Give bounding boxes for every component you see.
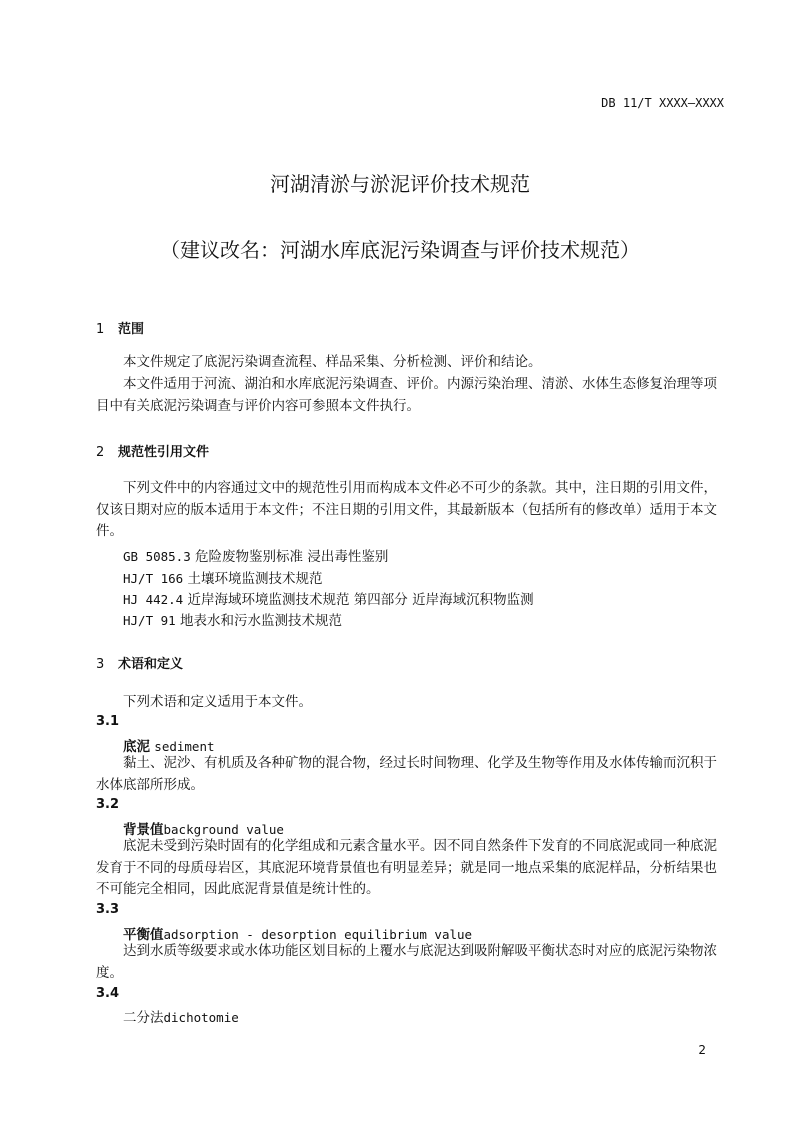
document-subtitle: （建议改名：河湖水库底泥污染调查与评价技术规范） (160, 238, 640, 262)
definition-text: 底泥未受到污染时固有的化学组成和元素含量水平。因不同自然条件下发育的不同底泥或同一种底泥发育于不同的母质母岩区，其底泥环境背景值也有明显差异；就是同一地点采集的底泥样品，分析结果也不可能完全相同，因此底泥背景值是统计性的。 (96, 838, 717, 897)
paragraph-text: 本文件规定了底泥污染调查流程、样品采集、分析检测、评价和结论。 (123, 354, 542, 370)
reference-title: 地表水和污水监测技术规范 (179, 613, 342, 629)
term-number: 3.2 (96, 797, 120, 812)
reference-code: HJ 442.4 (123, 592, 184, 607)
term-number: 3.3 (96, 902, 120, 917)
term-heading (123, 1006, 239, 1026)
term-english: dichotomie (163, 1010, 239, 1025)
term-definition (96, 753, 728, 796)
section-3-intro: 下列术语和定义适用于本文件。 (123, 694, 312, 710)
section-number: 1 (96, 322, 105, 337)
section-number: 2 (96, 445, 105, 460)
section-2-paragraph-1 (96, 478, 728, 543)
section-2-heading (96, 441, 209, 460)
term-number: 3.1 (96, 714, 120, 729)
reference-code: HJ/T 91 (123, 613, 176, 628)
reference-title: 近岸海域环境监测技术规范 第四部分 近岸海域沉积物监测 (187, 592, 534, 608)
section-1-paragraph-1 (96, 352, 728, 374)
definition-text: 黏土、泥沙、有机质及各种矿物的混合物，经过长时间物理、化学及生物等作用及水体传输而沉积于水体底部所形成。 (96, 755, 717, 793)
term-chinese: 背景值 (123, 822, 164, 838)
term-chinese: 平衡值 (123, 927, 164, 943)
term-chinese: 底泥 (123, 739, 150, 755)
section-title: 范围 (118, 322, 145, 337)
section-number: 3 (96, 657, 105, 672)
reference-item (123, 545, 388, 565)
reference-item (123, 609, 342, 629)
section-1-paragraph-2 (96, 374, 728, 417)
paragraph-text: 本文件适用于河流、湖泊和水库底泥污染调查、评价。内源污染治理、清淤、水体生态修复治理等项目中有关底泥污染调查与评价内容可参照本文件执行。 (96, 376, 717, 414)
section-3-heading (96, 653, 183, 672)
standard-code: DB 11/T XXXX—XXXX (601, 96, 724, 110)
term-chinese: 二分法 (123, 1010, 164, 1026)
paragraph-text: 下列文件中的内容通过文中的规范性引用而构成本文件必不可少的条款。其中，注日期的引用文件，仅该日期对应的版本适用于本文件；不注日期的引用文件，其最新版本（包括所有的修改单）适用于本文件。 (96, 480, 717, 539)
section-1-heading (96, 318, 144, 337)
term-heading (123, 818, 284, 838)
section-title: 规范性引用文件 (118, 445, 210, 460)
term-heading (123, 923, 472, 943)
definition-text: 达到水质等级要求或水体功能区划目标的上覆水与底泥达到吸附解吸平衡状态时对应的底泥污染物浓度。 (96, 943, 717, 981)
reference-code: GB 5085.3 (123, 549, 191, 564)
page-number: 2 (698, 1043, 706, 1057)
term-number: 3.4 (96, 986, 120, 1001)
reference-item (123, 588, 534, 608)
section-title: 术语和定义 (118, 657, 184, 672)
document-title: 河湖清淤与淤泥评价技术规范 (270, 172, 530, 196)
term-definition (96, 836, 728, 901)
term-english: adsorption - desorption equilibrium value (163, 927, 473, 942)
term-heading (123, 735, 215, 755)
term-english: background value (163, 822, 284, 837)
reference-item (123, 567, 323, 587)
term-english: sediment (154, 739, 215, 754)
reference-title: 土壤环境监测技术规范 (187, 571, 323, 587)
reference-title: 危险废物鉴别标准 浸出毒性鉴别 (195, 549, 389, 565)
term-definition (96, 941, 728, 984)
reference-code: HJ/T 166 (123, 571, 184, 586)
